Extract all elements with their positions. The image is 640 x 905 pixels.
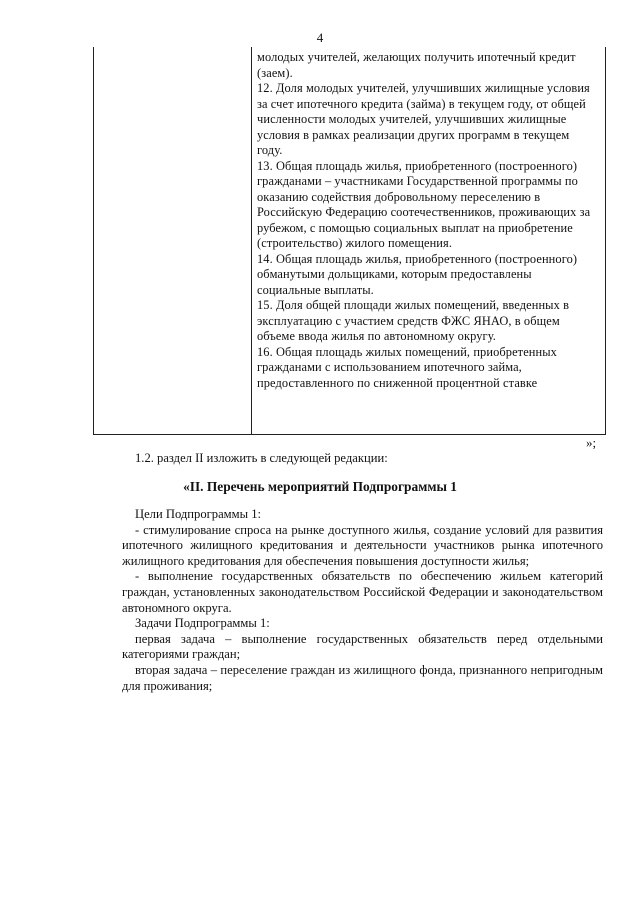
indicator-item: 15. Доля общей площади жилых помещений, введенных в эксплуатацию с участием средств ФЖС ЯНАО, в общем объеме ввода жилья по автономному округу. (257, 298, 570, 343)
task-item: первая задача – выполнение государственных обязательств перед отдельными категориями граждан; (122, 631, 603, 662)
page-number: 4 (316, 30, 324, 45)
indicator-item: 13. Общая площадь жилья, приобретенного (построенного) гражданами – участниками Государственной программы по оказанию содействия добровольному переселению в Российскую Федерацию соотечественников, проживающих за рубежом, с помощью социальных выплат на приобретение (строительство) жилого помещения. (257, 158, 591, 250)
section-title: «II. Перечень мероприятий Подпрограммы 1 (183, 479, 457, 494)
table-right-border (605, 47, 606, 434)
table-column-divider (251, 47, 252, 434)
indicator-item: 16. Общая площадь жилых помещений, приобретенных гражданами с использованием ипотечного займа, предоставленного по сниженной процентной ставке (257, 344, 557, 390)
indicator-item: 12. Доля молодых учителей, улучшивших жилищные условия за счет ипотечного кредита (займа) в текущем году, от общей численности молодых учителей, улучшивших жилищные условия в рамках реализации других программ в текущем году. (257, 81, 590, 157)
goals-heading: Цели Подпрограммы 1: (135, 507, 262, 521)
task-item: вторая задача – переселение граждан из жилищного фонда, признанного непригодным для проживания; (122, 662, 603, 693)
goal-item: - стимулирование спроса на рынке доступного жилья, создание условий для развития ипотечного жилищного кредитования и деятельности участников рынка ипотечного жилищного кредитования для обеспечения повышения доступности жилья; (122, 522, 603, 568)
amendment-line: 1.2. раздел II изложить в следующей редакции: (135, 451, 388, 465)
indicators-cell (257, 50, 597, 391)
indicator-item: 14. Общая площадь жилья, приобретенного (построенного) обманутыми дольщиками, которым предоставлены социальные выплаты. (257, 251, 578, 297)
tasks-heading: Задачи Подпрограммы 1: (135, 616, 270, 631)
indicators-table (93, 47, 606, 435)
section-content (122, 507, 603, 694)
indicator-item: молодых учителей, желающих получить ипотечный кредит (заем). (257, 50, 576, 80)
goal-item: - выполнение государственных обязательств по обеспечению жильем категорий граждан, установленных законодательством Российской Федерации и законодательством автономного округа. (122, 569, 603, 615)
closing-quote-mark: »; (586, 435, 597, 450)
